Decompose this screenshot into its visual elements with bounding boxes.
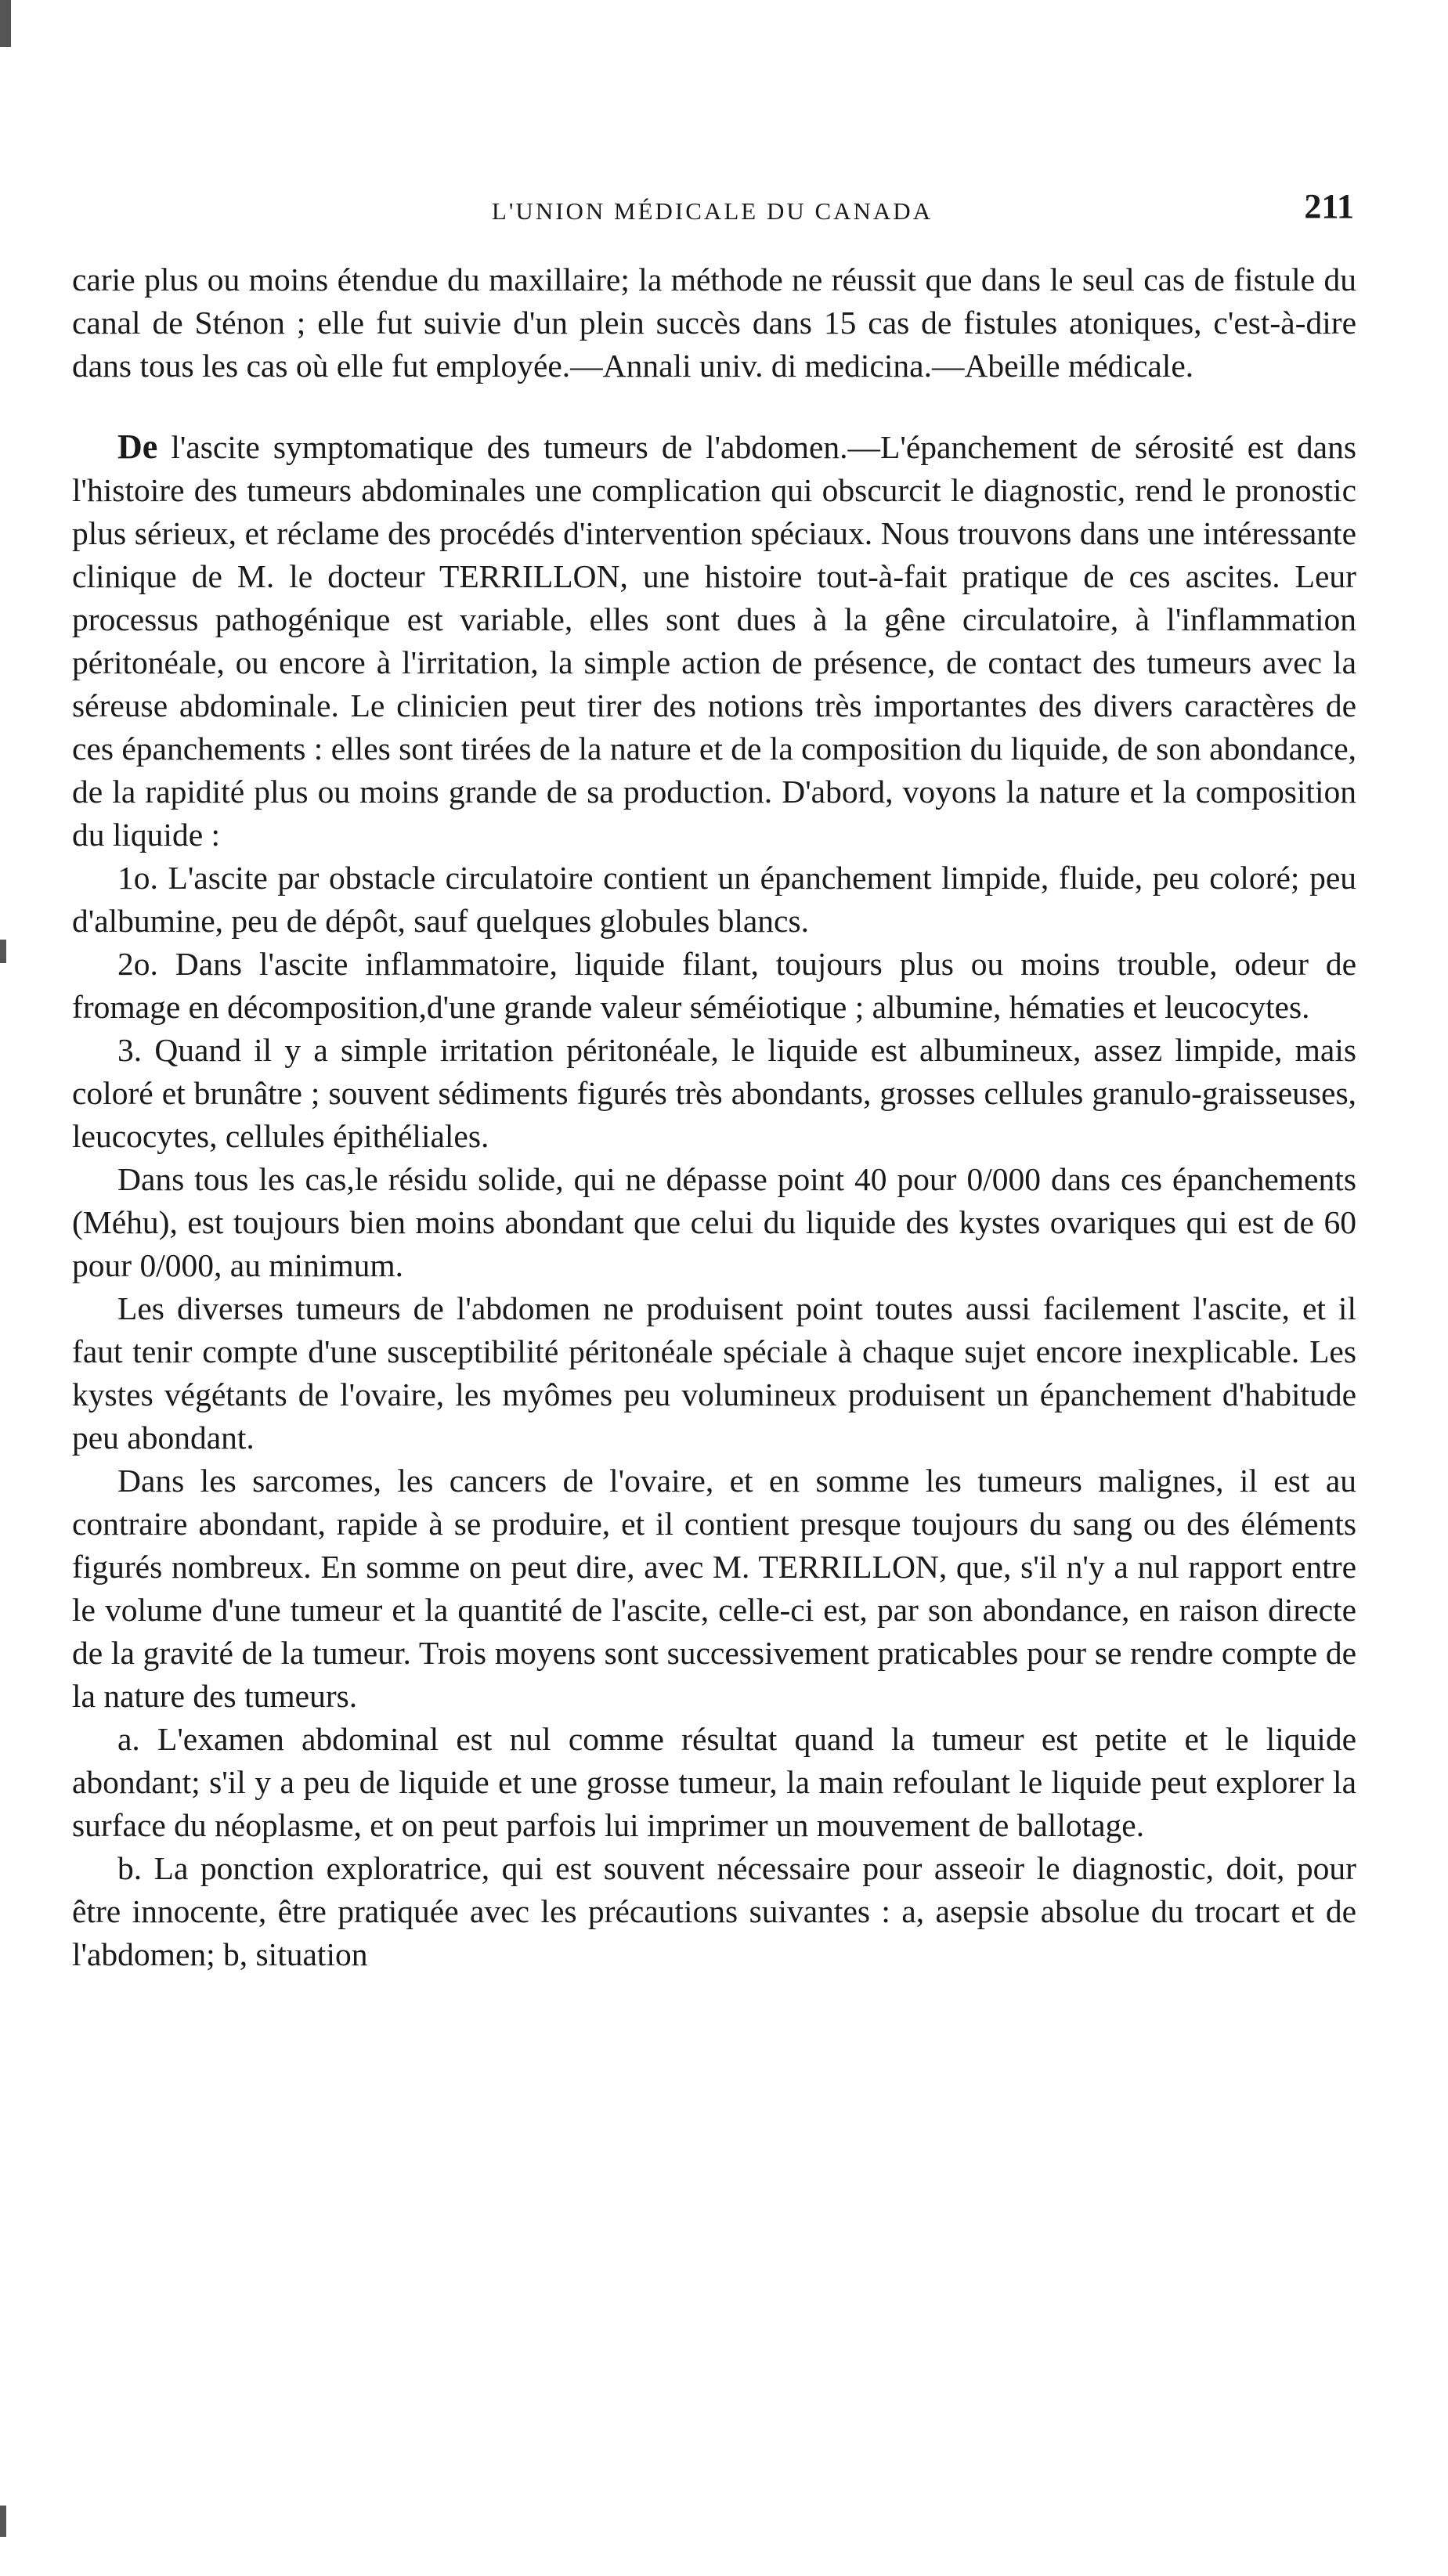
paragraph: carie plus ou moins étendue du maxillaire; la méthode ne réussit que dans le seul cas de fistule du canal de Sténon ; elle fut suivie d'un plein succès dans 15 cas de fistules atoniques, c'est-à-dire dans tous les cas où elle fut employée.—Annali univ. di medicina.—Abeille médicale. <box>72 262 1356 384</box>
paragraph: l'ascite symptomatique des tumeurs de l'abdomen.—L'épanchement de sérosité est dans l'histoire des tumeurs abdominales une complication qui obscurcit le diagnostic, rend le pronostic plus sérieux, et réclame des procédés d'intervention spéciaux. Nous trouvons dans une intéressante clinique de M. le docteur TERRILLON, une histoire tout-à-fait pratique de ces ascites. Leur processus pathogénique est variable, elles sont dues à la gêne circulatoire, à l'inflammation péritonéale, ou encore à l'irritation, la simple action de présence, de contact des tumeurs avec la séreuse abdominale. Le clinicien peut tirer des notions très importantes des divers caractères de ces épanchements : elles sont tirées de la nature et de la composition du liquide, de son abondance, de la rapidité plus ou moins grande de sa production. D'abord, voyons la nature et la composition du liquide : <box>72 429 1356 853</box>
article-body <box>72 258 1356 1976</box>
paragraph: b. La ponction exploratrice, qui est souvent nécessaire pour asseoir le diagnostic, doit, pour être innocente, être pratiquée avec les précautions suivantes : a, asepsie absolue du trocart et de l'abdomen; b, situation <box>72 1850 1356 1972</box>
running-head: L'UNION MÉDICALE DU CANADA <box>491 197 933 225</box>
paragraph: Dans tous les cas,le résidu solide, qui ne dépasse point 40 pour 0/000 dans ces épanchements (Méhu), est toujours bien moins abondant que celui du liquide des kystes ovariques qui est de 60 pour 0/000, au minimum. <box>72 1161 1356 1283</box>
paragraph: 3. Quand il y a simple irritation péritonéale, le liquide est albumineux, assez limpide, mais coloré et brunâtre ; souvent sédiments figurés très abondants, grosses cellules granulo-graisseuses, leucocytes, cellules épithéliales. <box>72 1032 1356 1154</box>
paragraph: a. L'examen abdominal est nul comme résultat quand la tumeur est petite et le liquide abondant; s'il y a peu de liquide et une grosse tumeur, la main refoulant le liquide peut explorer la surface du néoplasme, et on peut parfois lui imprimer un mouvement de ballotage. <box>72 1721 1356 1843</box>
section-heading-word: De <box>117 428 158 466</box>
paragraph: Les diverses tumeurs de l'abdomen ne produisent point toutes aussi facilement l'ascite, et il faut tenir compte d'une susceptibilité péritonéale spéciale à chaque sujet encore inexplicable. Les kystes végétants de l'ovaire, les myômes peu volumineux produisent un épanchement d'habitude peu abondant. <box>72 1290 1356 1456</box>
scan-edge-mark <box>0 0 11 47</box>
paragraph: Dans les sarcomes, les cancers de l'ovaire, et en somme les tumeurs malignes, il est au contraire abondant, rapide à se produire, et il contient presque toujours du sang ou des éléments figurés nombreux. En somme on peut dire, avec M. TERRILLON, que, s'il n'y a nul rapport entre le volume d'une tumeur et la quantité de l'ascite, celle-ci est, par son abondance, en raison directe de la gravité de la tumeur. Trois moyens sont successivement praticables pour se rendre compte de la nature des tumeurs. <box>72 1463 1356 1714</box>
scan-edge-mark <box>0 2506 6 2537</box>
page-number: 211 <box>1304 187 1354 225</box>
paragraph: 2o. Dans l'ascite inflammatoire, liquide filant, toujours plus ou moins trouble, odeur de fromage en décomposition,d'une grande valeur séméiotique ; albumine, hématies et leucocytes. <box>72 946 1356 1025</box>
paragraph: 1o. L'ascite par obstacle circulatoire contient un épanchement limpide, fluide, peu coloré; peu d'albumine, peu de dépôt, sauf quelques globules blancs. <box>72 860 1356 939</box>
page-header <box>70 186 1354 233</box>
section-paragraph <box>72 425 1356 857</box>
scan-edge-mark <box>0 940 6 963</box>
